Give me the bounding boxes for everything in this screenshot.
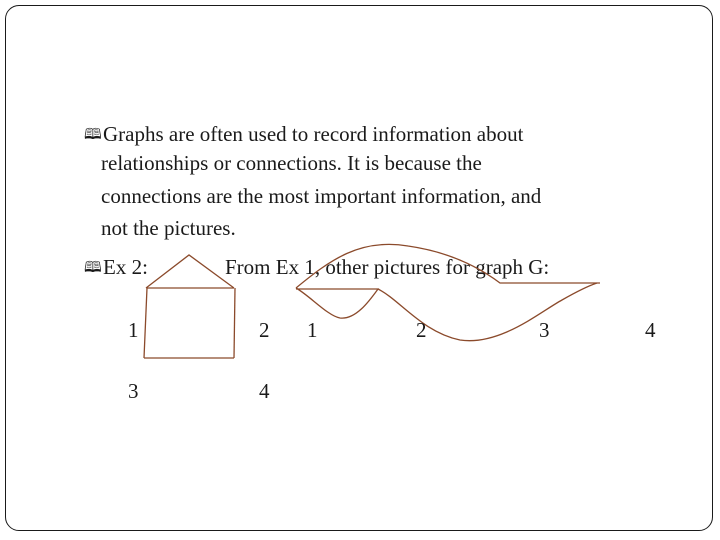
graph-b-vertex-1: 1 <box>307 318 318 342</box>
graph-b-edge-arch <box>296 244 600 288</box>
graph-a-vertex-4: 4 <box>259 379 270 403</box>
graph-b-edge-loop <box>296 288 378 318</box>
bullet-2-text: From Ex 1, other pictures for graph G: <box>225 255 550 279</box>
bullet-2-label: Ex 2: <box>103 255 148 279</box>
graph-b-vertex-2: 2 <box>416 318 427 342</box>
graph-a-edge-roof <box>146 255 234 288</box>
bullet-1-line-4: not the pictures. <box>101 216 236 240</box>
graph-b-edge-wave <box>378 283 597 341</box>
graph-a-vertex-1: 1 <box>128 318 139 342</box>
graph-a-edge-left <box>144 288 147 358</box>
graph-b <box>296 244 600 340</box>
graph-b-vertex-3: 3 <box>539 318 550 342</box>
graph-b-vertex-4: 4 <box>645 318 656 342</box>
graph-a-vertex-2: 2 <box>259 318 270 342</box>
graph-a <box>144 255 235 358</box>
book-bullet-icon: 🕮 <box>84 258 102 276</box>
bullet-1-line-2: relationships or connections. It is because the <box>101 151 482 175</box>
book-bullet-icon: 🕮 <box>84 125 102 143</box>
bullet-1-line-1: Graphs are often used to record information about <box>103 122 524 146</box>
graph-a-vertex-3: 3 <box>128 379 139 403</box>
graph-a-edge-right <box>234 288 235 358</box>
bullet-1-line-3: connections are the most important information, and <box>101 184 542 208</box>
